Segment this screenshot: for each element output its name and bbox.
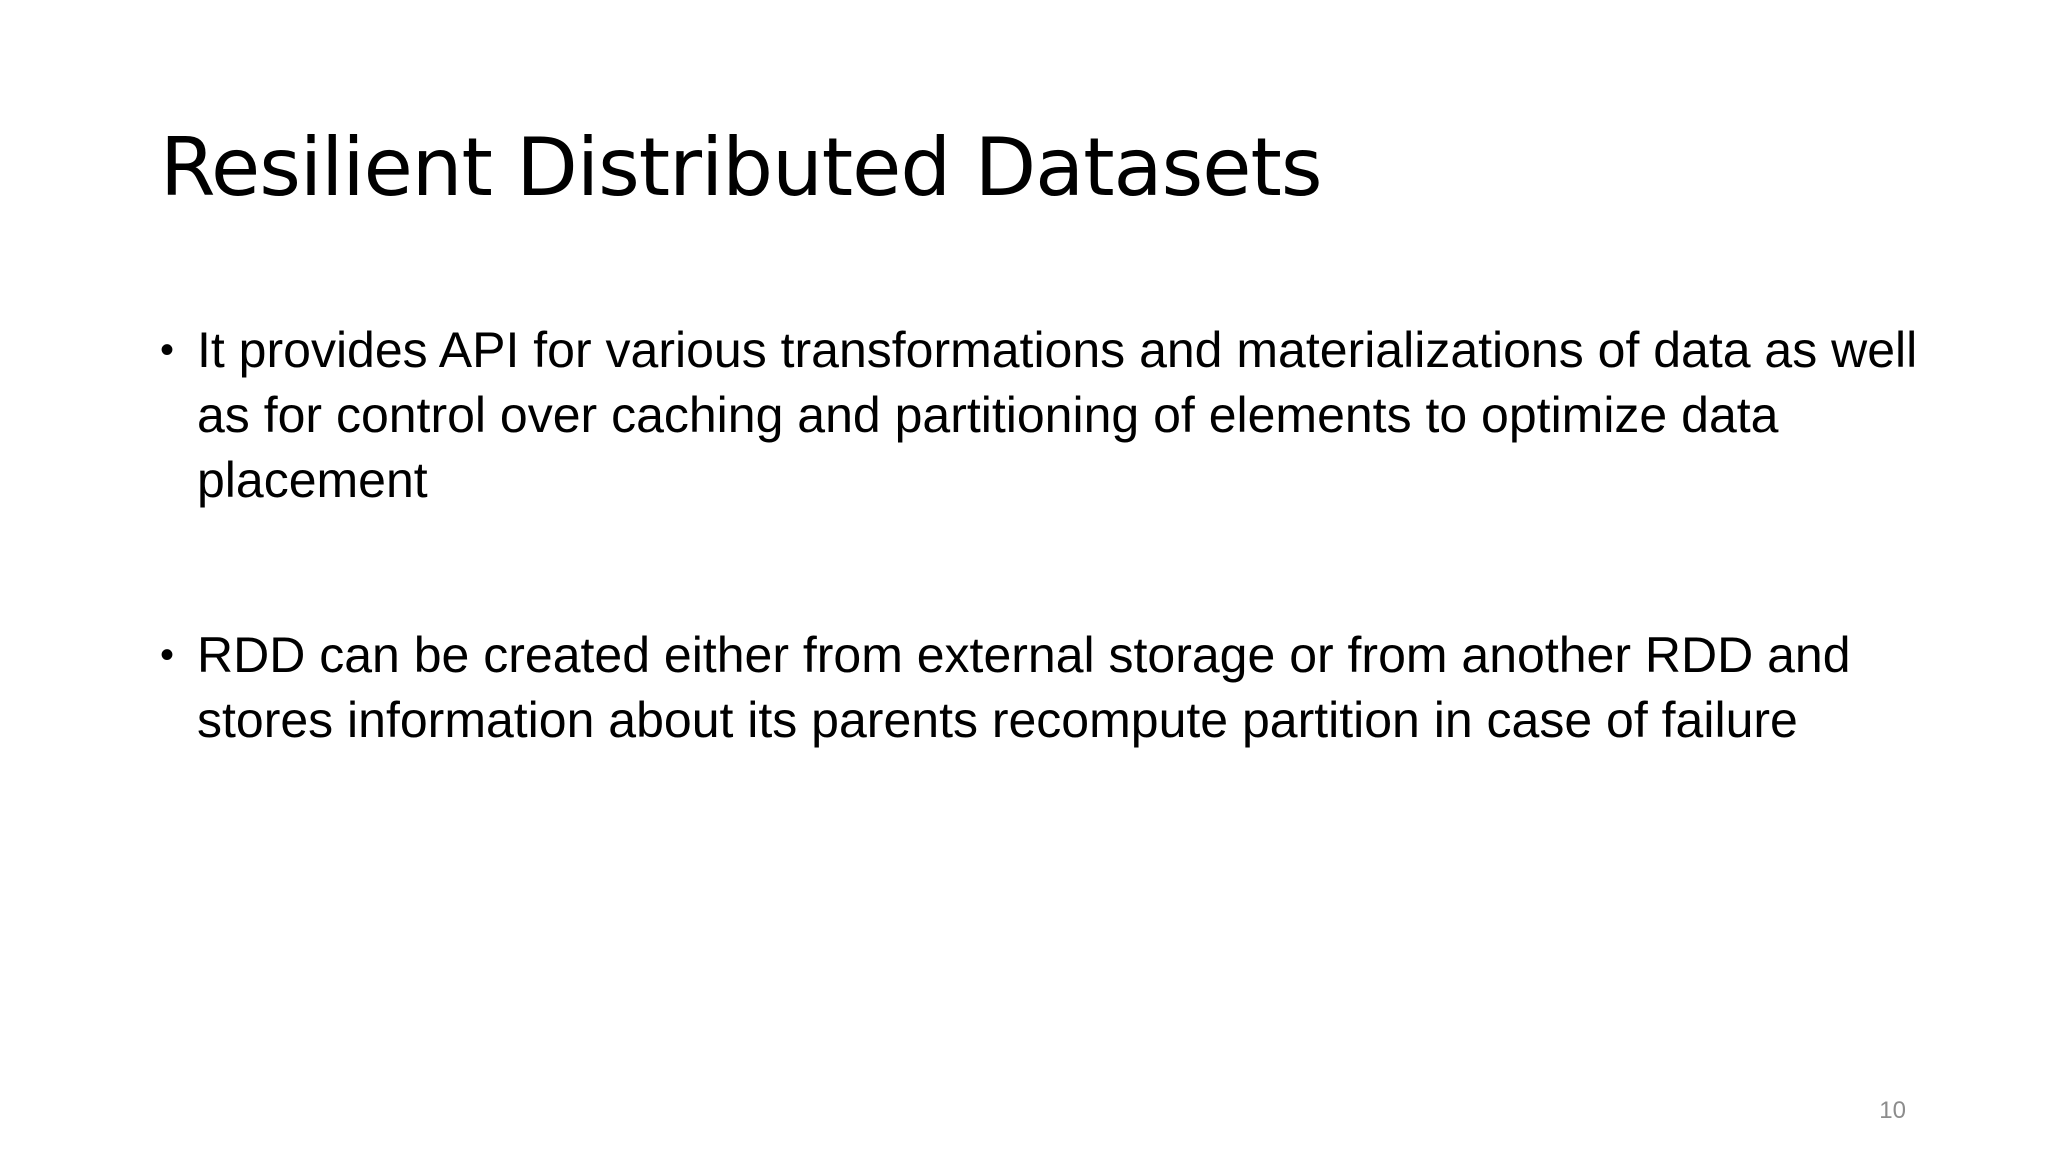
bullet-marker: • bbox=[160, 328, 175, 372]
bullet-text: It provides API for various transformations and materializations of data as well as for control over caching and partitioning of elements to optimize data placement bbox=[197, 322, 1918, 508]
list-item bbox=[160, 318, 1920, 513]
bullet-text: RDD can be created either from external storage or from another RDD and stores information about its parents recompute partition in case of failure bbox=[197, 627, 1851, 748]
bullet-marker: • bbox=[160, 633, 175, 677]
bullet-list bbox=[160, 318, 1920, 753]
list-item bbox=[160, 623, 1920, 753]
slide-number: 10 bbox=[1879, 1097, 1906, 1124]
slide-title: Resilient Distributed Datasets bbox=[160, 121, 1322, 214]
